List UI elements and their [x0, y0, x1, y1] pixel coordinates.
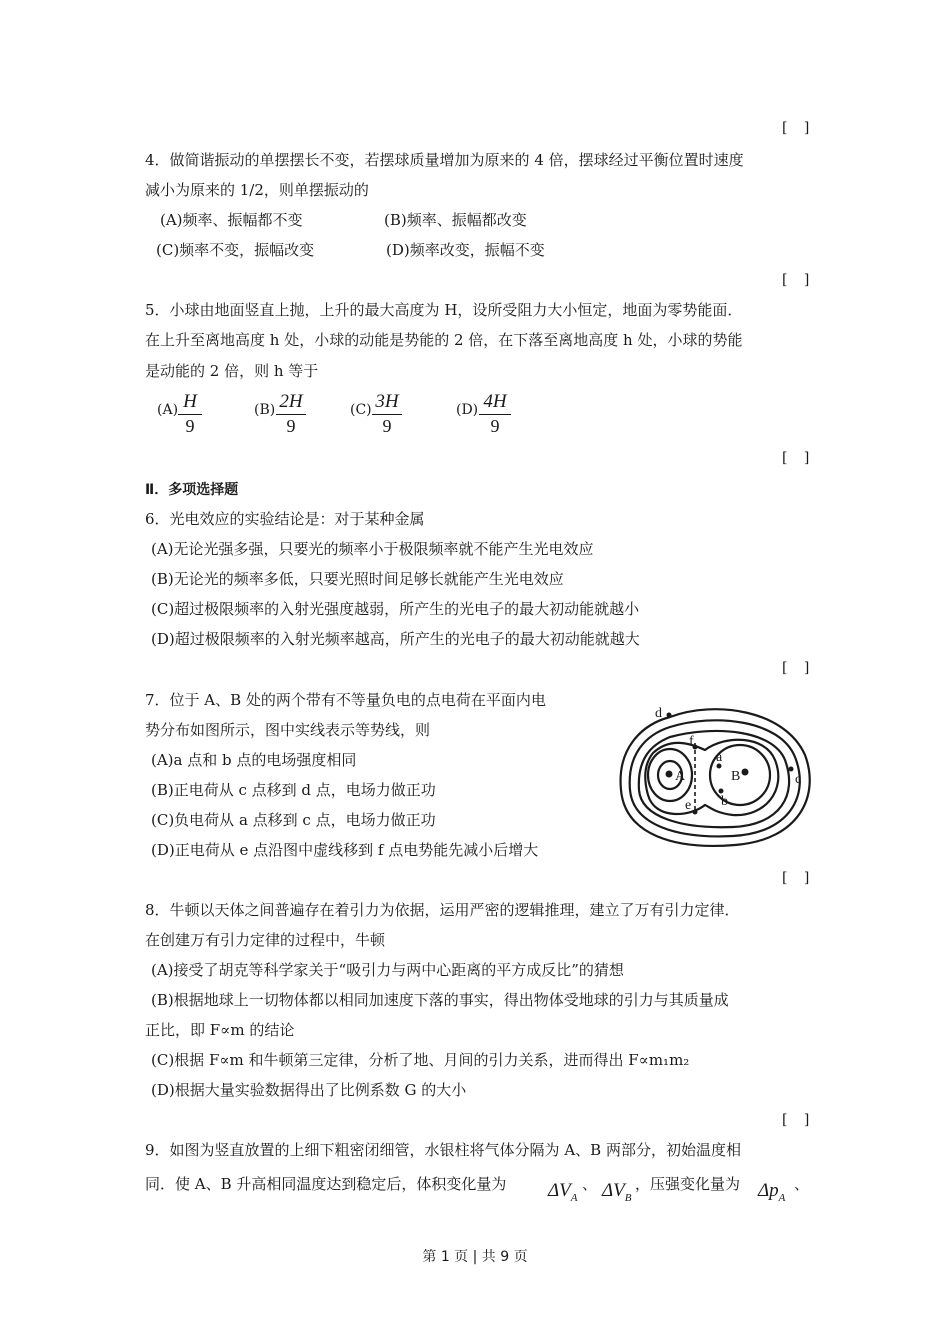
q6-option-c: (C)超过极限频率的入射光强度越弱，所产生的光电子的最大初动能就越小	[151, 600, 640, 618]
q6-option-a: (A)无论光强多强，只要光的频率小于极限频率就不能产生光电效应	[151, 540, 594, 558]
q9-separator: 、	[582, 1175, 598, 1193]
section-heading: Ⅱ．多项选择题	[145, 482, 239, 498]
charge-A	[666, 771, 673, 778]
fraction-denominator: 9	[382, 416, 392, 436]
point-d	[667, 713, 672, 718]
label-e: e	[685, 798, 692, 813]
q7-stem-line1: 7．位于 A、B 处的两个带有不等量负电的点电荷在平面内电	[145, 691, 546, 709]
q9-stem-line2: 同．使 A、B 升高相同温度达到稳定后，体积变化量为	[145, 1175, 507, 1193]
fraction-numerator: 4H	[483, 391, 507, 412]
q4-option-a: (A)频率、振幅都不变	[160, 211, 303, 229]
fraction-denominator: 9	[490, 416, 500, 436]
q5-option-d-fraction	[479, 391, 511, 437]
q4-option-b: (B)频率、振幅都改变	[384, 211, 527, 229]
delta-pa-symbol: Δp	[758, 1180, 779, 1201]
fraction-denominator: 9	[185, 416, 195, 436]
label-f: f	[689, 734, 694, 749]
q6-option-d: (D)超过极限频率的入射光频率越高，所产生的光电子的最大初动能就越大	[151, 630, 640, 648]
answer-bracket: [ ]	[782, 1112, 816, 1128]
answer-bracket: [ ]	[782, 272, 816, 288]
q5-option-c-fraction	[372, 391, 402, 437]
delta-va-sub: A	[570, 1191, 578, 1204]
q9-stem-line2-tail: ，压强变化量为	[635, 1175, 741, 1193]
label-d: d	[655, 706, 662, 721]
q7-option-b: (B)正电荷从 c 点移到 d 点，电场力做正功	[151, 781, 436, 799]
q7-option-c: (C)负电荷从 a 点移到 c 点，电场力做正功	[151, 811, 436, 829]
q9-separator-end: 、	[794, 1175, 810, 1193]
label-b: b	[721, 794, 728, 809]
delta-vb-symbol: ΔV	[602, 1180, 625, 1201]
q9-stem-line1: 9．如图为竖直放置的上细下粗密闭细管，水银柱将气体分隔为 A、B 两部分，初始温度相	[145, 1141, 741, 1159]
point-c	[789, 767, 794, 772]
q5-option-b-label: (B)	[254, 402, 276, 418]
q8-option-a: (A)接受了胡克等科学家关于“吸引力与两中心距离的平方成反比”的猜想	[151, 961, 624, 979]
delta-pa	[758, 1180, 785, 1204]
answer-bracket: [ ]	[782, 450, 816, 466]
point-e	[693, 810, 698, 815]
answer-bracket: [ ]	[782, 870, 816, 886]
label-c: c	[795, 772, 802, 787]
q8-stem-line1: 8．牛顿以天体之间普遍存在着引力为依据，运用严密的逻辑推理，建立了万有引力定律．	[145, 901, 740, 919]
equipotential-diagram	[615, 695, 815, 855]
q8-option-c: (C)根据 F∝m 和牛顿第三定律，分析了地、月间的引力关系，进而得出 F∝m₁m₂	[151, 1051, 690, 1069]
q8-option-b-line1: (B)根据地球上一切物体都以相同加速度下落的事实，得出物体受地球的引力与其质量成	[151, 991, 729, 1009]
delta-vb	[602, 1180, 632, 1204]
delta-vb-sub: B	[624, 1191, 632, 1204]
q7-stem-line2: 势分布如图所示，图中实线表示等势线，则	[145, 721, 431, 739]
q4-option-c: (C)频率不变，振幅改变	[156, 241, 315, 259]
q6-option-b: (B)无论光的频率多低，只要光照时间足够长就能产生光电效应	[151, 570, 564, 588]
fraction-numerator: 3H	[375, 391, 399, 412]
delta-va-symbol: ΔV	[548, 1180, 571, 1201]
label-A: A	[675, 769, 686, 784]
q7-option-a: (A)a 点和 b 点的电场强度相同	[151, 751, 357, 769]
q5-option-d-label: (D)	[456, 402, 479, 418]
q8-option-d: (D)根据大量实验数据得出了比例系数 G 的大小	[151, 1081, 467, 1099]
q5-option-a-fraction	[178, 391, 202, 437]
q5-stem-line2: 在上升至离地高度 h 处，小球的动能是势能的 2 倍，在下落至离地高度 h 处，小球的势能	[145, 331, 743, 349]
q6-stem: 6．光电效应的实验结论是：对于某种金属	[145, 510, 425, 528]
q5-option-c-label: (C)	[350, 402, 372, 418]
point-b	[719, 789, 724, 794]
q8-option-b-line2: 正比，即 F∝m 的结论	[145, 1021, 295, 1039]
q8-stem-line2: 在创建万有引力定律的过程中，牛顿	[145, 931, 386, 949]
fraction-denominator: 9	[286, 416, 296, 436]
q4-option-d: (D)频率改变，振幅不变	[386, 241, 545, 259]
q5-stem-line1: 5．小球由地面竖直上抛，上升的最大高度为 H，设所受阻力大小恒定，地面为零势能面．	[145, 301, 743, 319]
answer-bracket: [ ]	[782, 120, 816, 136]
label-B: B	[731, 769, 741, 784]
equipotential-line	[630, 720, 800, 836]
q4-stem-line1: 4．做简谐振动的单摆摆长不变，若摆球质量增加为原来的 4 倍，摆球经过平衡位置时速度	[145, 151, 744, 169]
page-footer: 第 1 页 | 共 9 页	[422, 1249, 528, 1265]
q5-option-b-fraction	[276, 391, 306, 437]
answer-bracket: [ ]	[782, 660, 816, 676]
label-a: a	[716, 750, 723, 765]
q5-option-a-label: (A)	[157, 402, 179, 418]
delta-va	[548, 1180, 578, 1204]
delta-pa-sub: A	[778, 1191, 786, 1204]
charge-B	[742, 769, 749, 776]
fraction-numerator: H	[183, 391, 197, 412]
q4-stem-line2: 减小为原来的 1/2，则单摆振动的	[145, 181, 369, 199]
fraction-numerator: 2H	[279, 391, 303, 412]
q7-option-d: (D)正电荷从 e 点沿图中虚线移到 f 点电势能先减小后增大	[151, 841, 539, 859]
q5-stem-line3: 是动能的 2 倍，则 h 等于	[145, 362, 319, 380]
